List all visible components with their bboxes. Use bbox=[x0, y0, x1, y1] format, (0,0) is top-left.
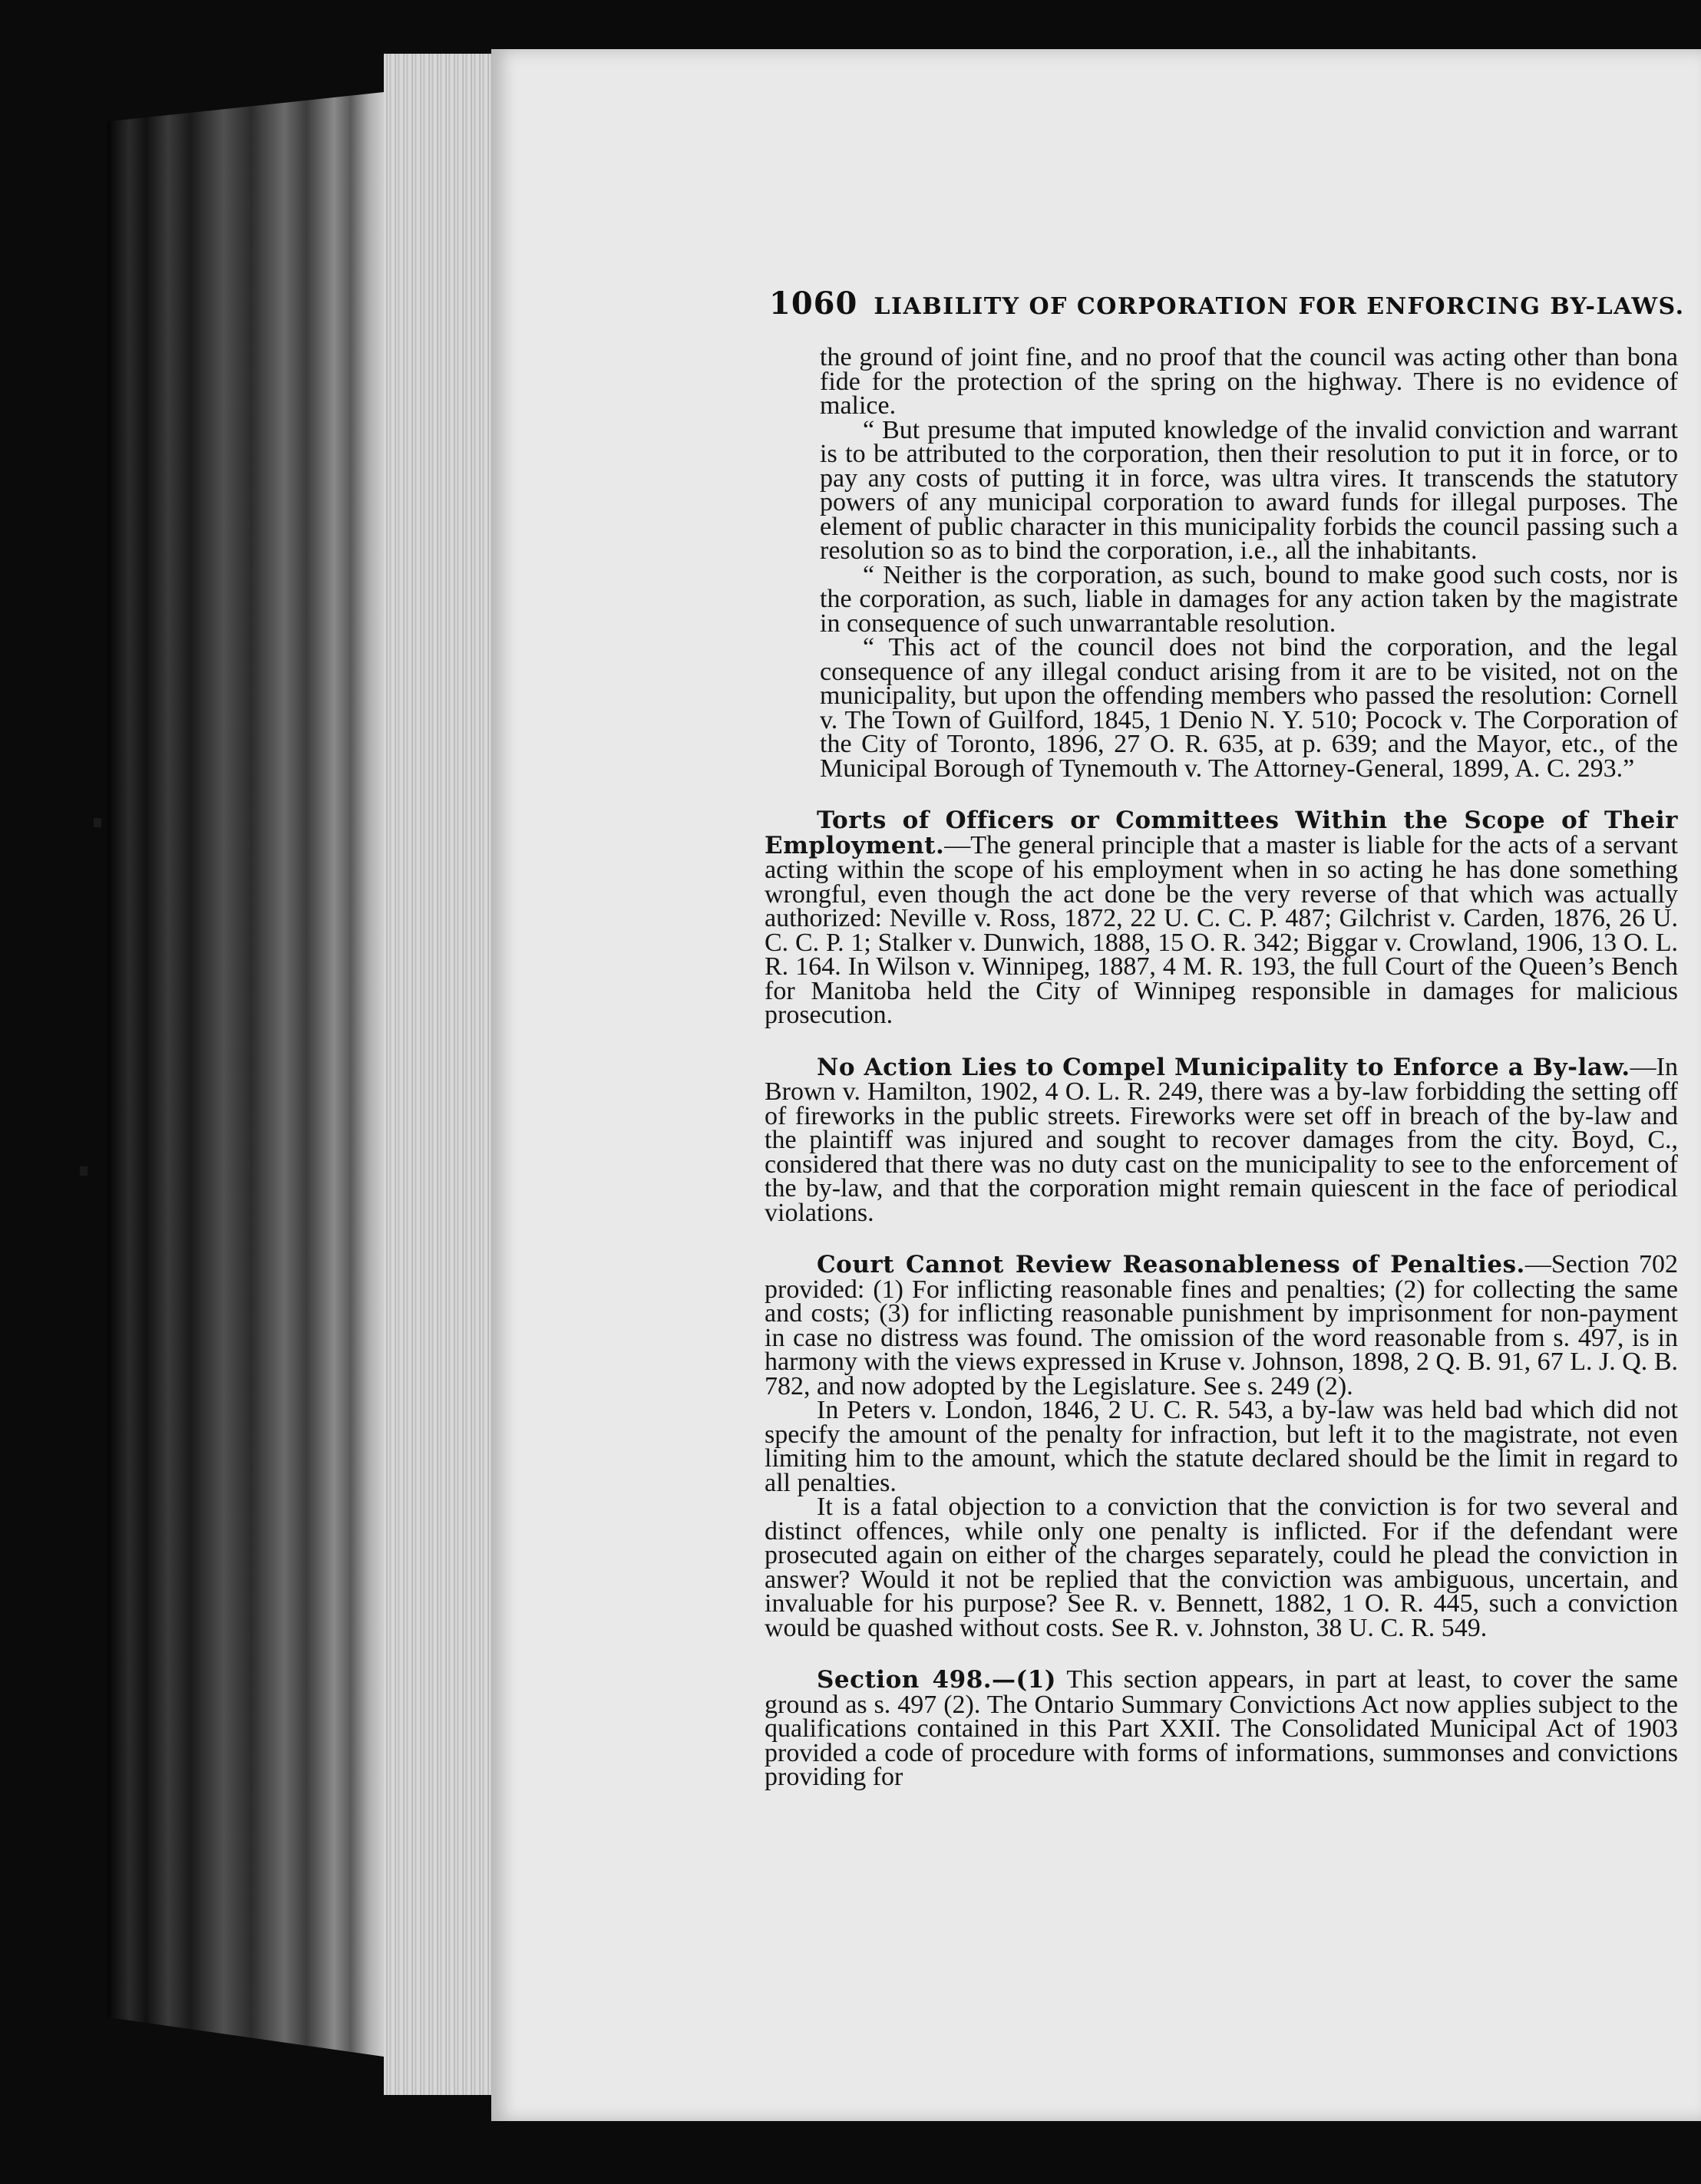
section-text: —The general principle that a master is liable for the acts of a servant acting within the scope of his employment when in so acting he has done something wrongful, even though the act done be the very reverse of that which was actually authorized: Neville v. Ross, 1872, 22 U. C. C. P. 487; Gilchrist v. Carden, 1876, 26 U. C. C. P. 1; Stalker v. Dunwich, 1888, 15 O. R. 342; Biggar v. Crowland, 1906, 13 O. L. R. 164. In Wilson v. Winnipeg, 1887, 4 M. R. 193, the full Court of the Queen’s Bench for Manitoba held the City of Winnipeg responsible in damages for malicious prosecution. bbox=[765, 830, 1678, 1029]
paragraph: In Peters v. London, 1846, 2 U. C. R. 543, a by-law was held bad which did not specify the amount of the penalty for infraction, but left it to the magistrate, not even limiting him to the amount, which the statute declared should be the limit in regard to all penalties. bbox=[765, 1396, 1678, 1497]
section-paragraph bbox=[765, 1052, 1678, 1227]
section-paragraph bbox=[765, 808, 1678, 1028]
section-text: —In Brown v. Hamilton, 1902, 4 O. L. R. 249, there was a by-law forbidding the setting off of fireworks in the public streets. Fireworks were set off in breach of the by-law and the plaintiff was injured and sought to recover damages from the city. Boyd, C., considered that there was no duty cast on the municipality to see to the enforcement of the by-law, and that the corporation might remain quiescent in the face of periodical violations. bbox=[765, 1052, 1678, 1227]
quote-paragraph: “ Neither is the corporation, as such, bound to make good such costs, nor is the corporation, as such, liable in damages for any action taken by the magistrate in consequence of such unwarrantable resolution. bbox=[820, 560, 1678, 638]
scan-mark bbox=[80, 1166, 88, 1176]
section-text: This section appears, in part at least, to cover the same ground as s. 497 (2). The Ontario Summary Convictions Act now applies subject to the qualifications contained in this Part XXII. The Consolidated Municipal Act of 1903 provided a code of procedure with forms of informations, summonses and convictions providing for bbox=[765, 1665, 1678, 1791]
section-heading: No Action Lies to Compel Municipality to Enforce a By-law. bbox=[817, 1053, 1630, 1081]
section-text: —Section 702 provided: (1) For inflicting reasonable fines and penalties; (2) for collecting the same and costs; (3) for inflicting reasonable punishment by imprisonment for non-payment in case no distress was found. The omission of the word reasonable from s. 497, is in harmony with the views expressed in Kruse v. Johnson, 1898, 2 Q. B. 91, 67 L. J. Q. B. 782, and now adopted by the Legislature. See s. 249 (2). bbox=[765, 1250, 1679, 1400]
section-paragraph bbox=[765, 1252, 1678, 1398]
page-edges bbox=[384, 54, 499, 2095]
quote-paragraph: “ But presume that imputed knowledge of the invalid conviction and warrant is to be attributed to the corporation, then their resolution to put it in force, or to pay any costs of putting it in force, was ultra vires. It transcends the statutory powers of any municipal corporation to award funds for illegal purposes. The element of public character in this municipality forbids the council passing such a resolution so as to bind the corporation, i.e., all the inhabitants. bbox=[820, 415, 1678, 565]
quote-paragraph: “ This act of the council does not bind the corporation, and the legal consequence of any illegal conduct arising from it are to be visited, not on the municipality, but upon the offending members who passed the resolution: Cornell v. The Town of Guilford, 1845, 1 Denio N. Y. 510; Pocock v. The Corporation of the City of Toronto, 1896, 27 O. R. 635, at p. 639; and the Mayor, etc., of the Municipal Borough of Tynemouth v. The Attorney-General, 1899, A. C. 293.” bbox=[820, 633, 1678, 783]
paragraph: It is a fatal objection to a conviction that the conviction is for two several and distinct offences, while only one penalty is inflicted. For if the defendant were prosecuted again on either of the charges separately, could he plead the conviction in answer? Would it not be replied that the conviction was ambiguous, uncertain, and invaluable for his purpose? See R. v. Bennett, 1882, 1 O. R. 445, such a conviction would be quashed without costs. See R. v. Johnston, 38 U. C. R. 549. bbox=[765, 1493, 1678, 1642]
page-number: 1060 bbox=[769, 285, 858, 322]
page-body bbox=[765, 345, 1678, 1790]
running-header bbox=[769, 285, 1685, 322]
section-heading: Torts of Officers or Committees Within the Scope of Their Employment. bbox=[765, 807, 1678, 859]
section-heading: Section 498.—(1) bbox=[817, 1666, 1056, 1694]
book-spine-edge bbox=[107, 92, 384, 2057]
section-heading: Court Cannot Review Reasonableness of Penalties. bbox=[817, 1251, 1525, 1278]
section-paragraph bbox=[765, 1665, 1678, 1791]
scan-mark bbox=[94, 818, 101, 827]
running-title: LIABILITY OF CORPORATION FOR ENFORCING BY-LAWS. bbox=[874, 293, 1685, 320]
paragraph: the ground of joint fine, and no proof that the council was acting other than bona fide for the protection of the spring on the highway. There is no evidence of malice. bbox=[820, 343, 1678, 420]
